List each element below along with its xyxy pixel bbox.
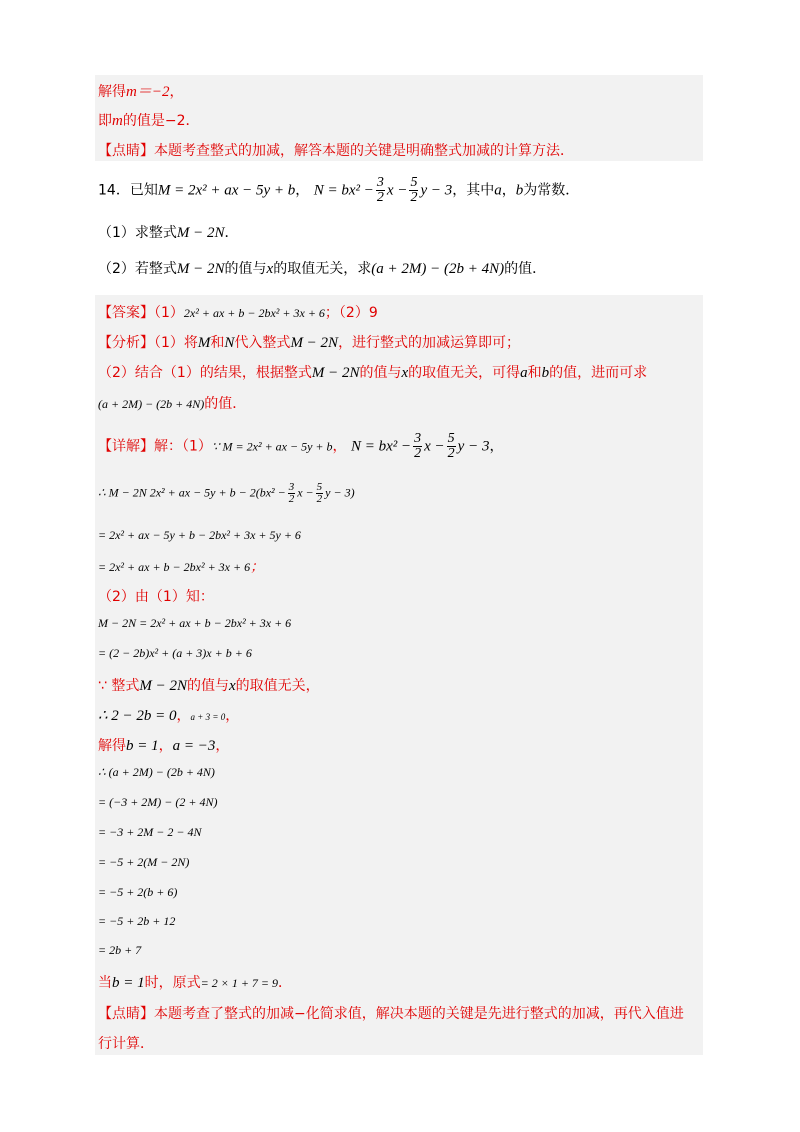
top-comment: 【点睛】本题考查整式的加减，解答本题的关键是明确整式加减的计算方法． bbox=[98, 143, 574, 159]
t-step-1: M − 2N = 2x² + ax + b − 2bx² + 3x + 6 bbox=[98, 616, 292, 630]
fraction-3-2: $\frac{3}{2}$ bbox=[288, 481, 295, 505]
t-step-4: ∴ 2 − 2b = 0，a + 3 = 0， bbox=[98, 708, 240, 724]
analysis-line-1: 【分析】（1）将M和N代入整式M − 2N，进行整式的加减运算即可； bbox=[98, 335, 521, 351]
fraction-5-2: $\frac{5}{2}$ bbox=[447, 431, 455, 461]
u-step-4: = −5 + 2(M − 2N) bbox=[98, 855, 190, 869]
step-3: = 2x² + ax + b − 2bx² + 3x + 6； bbox=[98, 559, 265, 575]
step-2: = 2x² + ax − 5y + b − 2bx² + 3x + 5y + 6 bbox=[98, 528, 301, 542]
detail-comment-line-1: 【点睛】本题考查了整式的加减−化简求值，解决本题的关键是先进行整式的加减，再代入值进 bbox=[98, 1006, 684, 1022]
analysis-line-3: (a + 2M) − (2b + 4N)的值． bbox=[98, 396, 247, 412]
u-step-3: = −3 + 2M − 2 − 4N bbox=[98, 825, 202, 839]
comment-tag: 【点睛】 bbox=[98, 143, 154, 159]
u-step-1: ∴ (a + 2M) − (2b + 4N) bbox=[98, 765, 215, 779]
u-step-7: = 2b + 7 bbox=[98, 943, 142, 957]
part-2-label: （2）由（1）知： bbox=[98, 589, 214, 605]
analysis-tag: 【分析】 bbox=[98, 335, 154, 351]
t-step-5: 解得b = 1，a = −3， bbox=[98, 738, 230, 754]
question-2: （2）若整式M − 2N的值与x的取值无关，求(a + 2M) − (2b + 4N)的值． bbox=[98, 261, 547, 277]
top-line-1: 解得m＝−2， bbox=[98, 84, 184, 100]
top-line-2: 即m的值是−2． bbox=[98, 113, 200, 129]
fraction-3-2: $\frac{3}{2}$ bbox=[376, 175, 384, 205]
problem-14-line: 14．已知M = 2x² + ax − 5y + b， N = bx² − $\frac{3}{2}$ x − $\frac{5}{2}$ y − 3，其中a，b为常数． bbox=[98, 175, 580, 205]
fraction-3-2: $\frac{3}{2}$ bbox=[414, 431, 422, 461]
answer-line: 【答案】（1）2x² + ax + b − 2bx² + 3x + 6；（2）9 bbox=[98, 305, 378, 321]
analysis-line-2: （2）结合（1）的结果，根据整式M − 2N的值与x的取值无关，可得a和b的值，进而可求 bbox=[98, 365, 648, 381]
answer-tag: 【答案】 bbox=[98, 305, 154, 321]
final-value-line: 当b = 1时，原式= 2 × 1 + 7 = 9． bbox=[98, 975, 293, 991]
t-step-3: ∵ 整式M − 2N的值与x的取值无关， bbox=[98, 678, 320, 694]
u-step-5: = −5 + 2(b + 6) bbox=[98, 885, 178, 899]
u-step-2: = (−3 + 2M) − (2 + 4N) bbox=[98, 795, 218, 809]
detail-line-1: 【详解】解：（1）∵ M = 2x² + ax − 5y + b， N = bx² − $\frac{3}{2}$ x − $\frac{5}{2}$ y − 3， bbox=[98, 431, 504, 461]
question-1: （1）求整式M − 2N． bbox=[98, 225, 239, 241]
detail-tag: 【详解】 bbox=[98, 438, 154, 455]
step-1: ∴ M − 2N 2x² + ax − 5y + b − 2(bx² − $\frac{3}{2}$ x − $\frac{5}{2}$ y − 3) bbox=[98, 481, 355, 505]
comment-tag: 【点睛】 bbox=[98, 1006, 154, 1022]
detail-comment-line-2: 行计算． bbox=[98, 1036, 154, 1052]
t-step-2: = (2 − 2b)x² + (a + 3)x + b + 6 bbox=[98, 646, 252, 660]
u-step-6: = −5 + 2b + 12 bbox=[98, 914, 176, 928]
fraction-5-2: $\frac{5}{2}$ bbox=[316, 481, 323, 505]
fraction-5-2: $\frac{5}{2}$ bbox=[410, 175, 418, 205]
